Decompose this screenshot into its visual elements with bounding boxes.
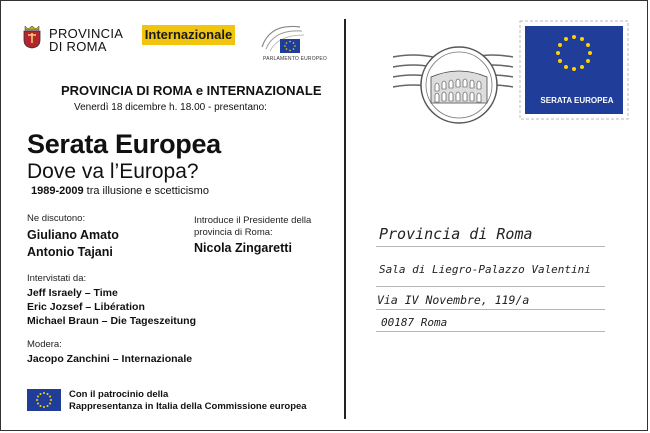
provincia-crest-icon xyxy=(23,25,41,49)
moderator-name: Jacopo Zanchini – Internazionale xyxy=(27,353,193,365)
stamp-label: SERATA EUROPEA xyxy=(540,96,614,105)
address-rule xyxy=(376,309,605,310)
address-line4: 00187 Roma xyxy=(381,316,448,329)
introducer-label-line1: Introduce il Presidente della xyxy=(194,215,312,226)
provincia-logo-text xyxy=(49,27,123,53)
discussant-name: Giuliano Amato xyxy=(27,228,119,242)
provincia-line2: DI ROMA xyxy=(49,39,107,54)
patronage-line1: Con il patrocinio della xyxy=(69,389,169,400)
event-date: Venerdì 18 dicembre h. 18.00 - presentano: xyxy=(74,102,267,113)
address-line1: Provincia di Roma xyxy=(379,225,533,243)
interviewees-label: Intervistati da: xyxy=(27,273,87,284)
postcard-divider xyxy=(344,19,346,419)
eu-stamp-icon xyxy=(519,20,629,120)
moderator-label: Modera: xyxy=(27,339,62,350)
interviewee-name: Michael Braun – Die Tageszeitung xyxy=(27,315,197,327)
internazionale-logo: Internazionale xyxy=(142,25,235,45)
introducer-label xyxy=(194,215,311,239)
discussant-name: Antonio Tajani xyxy=(27,245,113,259)
address-rule xyxy=(376,331,605,332)
introducer-label-line2: provincia di Roma: xyxy=(194,227,273,238)
address-line3: Via IV Novembre, 119/a xyxy=(377,293,530,307)
provincia-line1: PROVINCIA xyxy=(49,26,124,41)
event-title: Serata Europea xyxy=(27,129,221,159)
eu-flag-icon xyxy=(27,389,61,411)
presenters-heading: PROVINCIA DI ROMA e INTERNAZIONALE xyxy=(61,83,322,98)
patronage-text xyxy=(69,389,307,413)
address-rule xyxy=(376,246,605,247)
introducer-name: Nicola Zingaretti xyxy=(194,241,292,255)
parlamento-europeo-logo-icon xyxy=(260,21,328,61)
event-subtitle: Dove va l’Europa? xyxy=(27,160,199,183)
interviewee-name: Eric Jozsef – Libération xyxy=(27,301,145,313)
parlamento-label: PARLAMENTO EUROPEO xyxy=(263,56,327,62)
event-years: 1989-2009 xyxy=(31,185,84,197)
discussants-label: Ne discutono: xyxy=(27,213,86,224)
address-line2: Sala di Liegro-Palazzo Valentini xyxy=(379,263,591,276)
address-rule xyxy=(376,286,605,287)
interviewee-name: Jeff Israely – Time xyxy=(27,287,118,299)
event-tagline-text: tra illusione e scetticismo xyxy=(83,185,209,197)
event-tagline xyxy=(31,185,209,197)
patronage-line2: Rappresentanza in Italia della Commissione europea xyxy=(69,401,307,412)
